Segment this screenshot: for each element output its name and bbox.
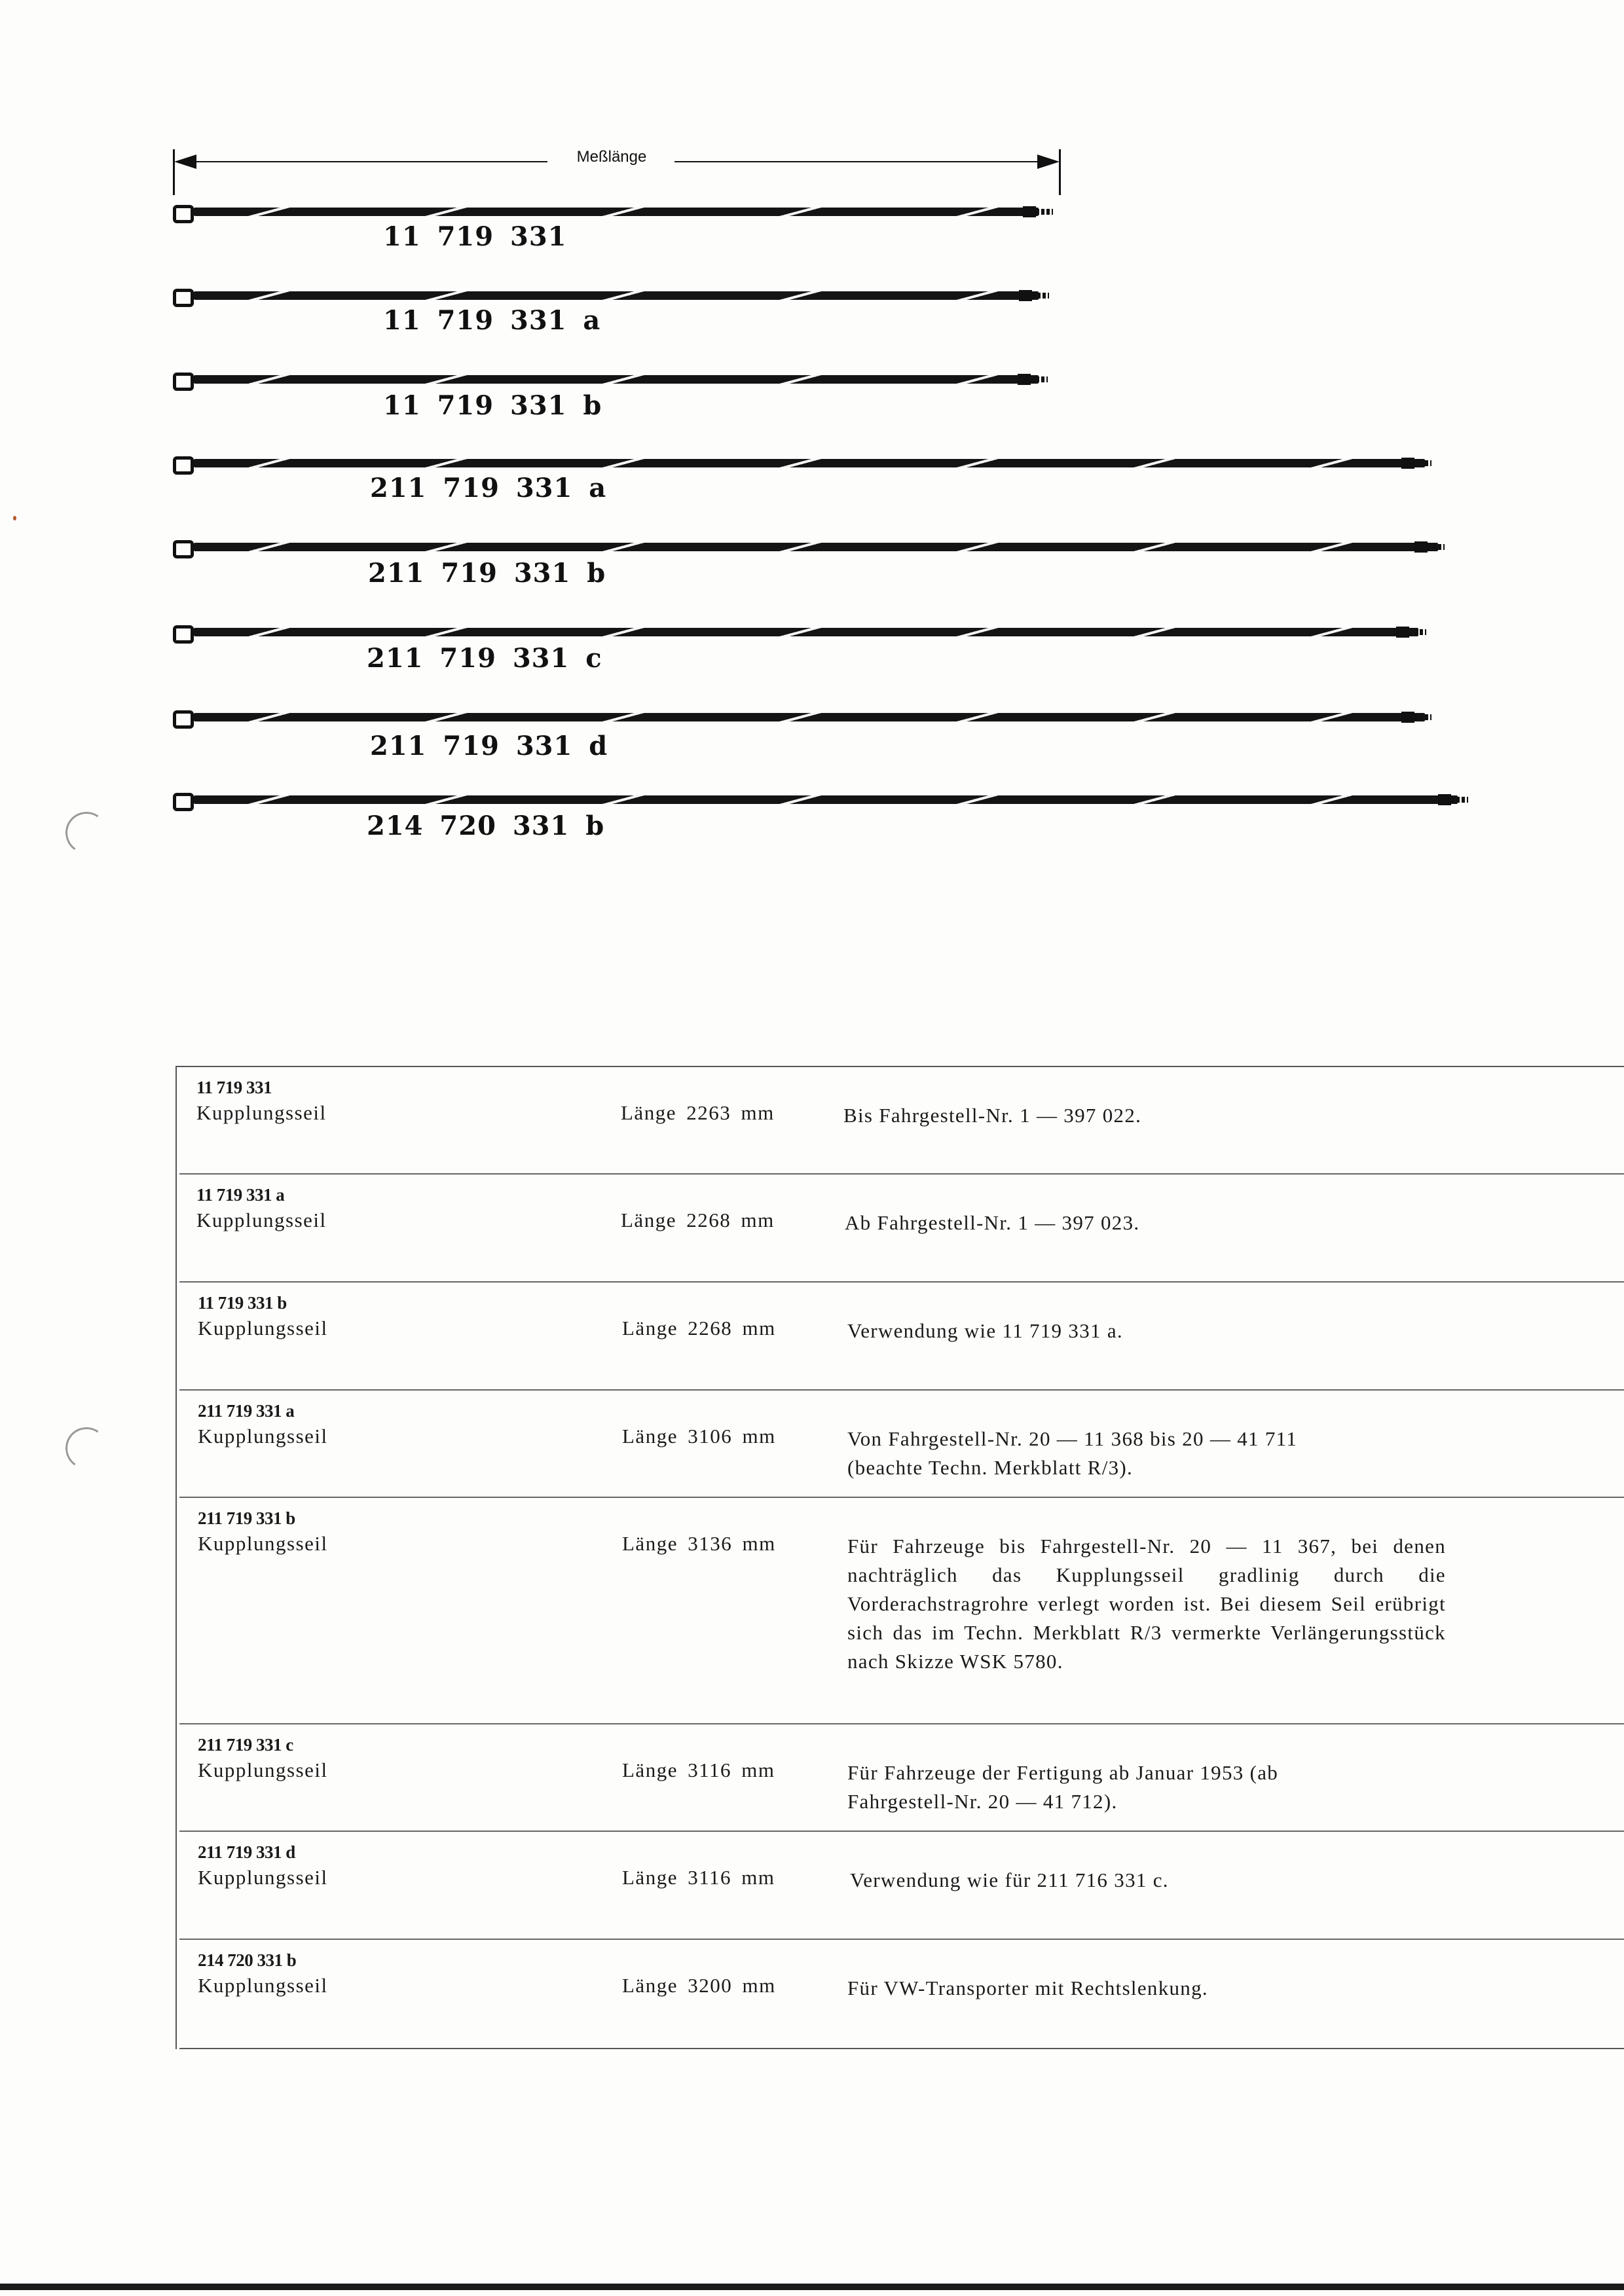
part-number: 11 719 331 [196,1078,272,1097]
part-description: Für Fahrzeuge bis Fahrgestell-Nr. 20 — 11 367, bei denen nachträglich das Kupplungsseil gradlinig durch die Vorderachstragrohre verlegt worden ist. Bei diesem Seil erübrigt sich das im Techn. Merkblatt R/3 vermerkte Verlängerungsstück nach Skizze WSK 5780. [847,1535,1446,1673]
cable-drawing [173,371,1063,390]
cable-eye [173,540,194,558]
part-name: Kupplungsseil [198,1425,328,1448]
table-row [175,1723,1624,1831]
cable-rope [194,208,1039,216]
table-border-bottom [179,2048,1624,2049]
cable-rope [194,291,1039,300]
part-length: Länge 3116 mm [622,1758,775,1781]
cable-tip [1428,544,1445,550]
scan-bottom-edge [0,2284,1624,2290]
table-row [175,1497,1624,1723]
cable-eye [173,710,194,729]
cable-eye [173,205,194,223]
part-length: Länge 2268 mm [621,1209,775,1231]
part-length: Länge 2263 mm [621,1101,775,1124]
part-length: Länge 3116 mm [622,1866,775,1889]
table-row [175,1173,1624,1281]
part-length: Länge 3106 mm [622,1425,776,1448]
cable-ferrule [1018,374,1031,385]
arrow-right-icon [1037,155,1060,169]
cable-eye [173,793,194,811]
table-row [175,1939,1624,2048]
cable-eye [173,456,194,475]
cable-eye [173,373,194,391]
part-description: Für Fahrzeuge der Fertigung ab Januar 1953 (ab Fahrgestell-Nr. 20 — 41 712). [847,1761,1279,1813]
part-name: Kupplungsseil [198,1758,328,1781]
part-name: Kupplungsseil [198,1317,328,1339]
part-name: Kupplungsseil [196,1101,327,1124]
part-number: 211 719 331 a [198,1401,295,1421]
part-number: 211 719 331 d [198,1842,295,1862]
cable-drawing [173,203,1063,223]
cable-ferrule [1438,794,1451,805]
cable-label: 11 719 331 b [383,390,602,421]
cable-ferrule [1401,458,1414,469]
table-row [175,1389,1624,1497]
cable-label: 211 719 331 d [370,731,608,761]
part-name: Kupplungsseil [198,1974,328,1997]
punch-hole-mark [62,1424,111,1472]
cable-ferrule [1396,627,1409,638]
cable-ferrule [1414,541,1428,553]
table-row [175,1831,1624,1939]
measure-line-right [674,161,1039,162]
cable-tip [1031,376,1048,382]
arrow-left-icon [174,155,196,169]
cable-drawing [173,538,1463,558]
cable-tip [1414,460,1431,466]
part-number: 11 719 331 a [196,1185,285,1205]
measure-line-left [194,161,547,162]
cable-drawing [173,623,1443,643]
cable-drawing [173,791,1483,811]
cable-ferrule [1019,290,1032,301]
cable-ferrule [1023,206,1036,217]
part-description: Verwendung wie 11 719 331 a. [847,1319,1123,1342]
cable-label: 214 720 331 b [367,811,605,841]
part-description: Verwendung wie für 211 716 331 c. [850,1868,1169,1891]
part-name: Kupplungsseil [198,1532,328,1555]
cable-eye [173,625,194,644]
cable-label: 211 719 331 b [368,558,606,589]
part-name: Kupplungsseil [196,1209,327,1231]
part-number: 211 719 331 b [198,1508,295,1528]
part-length: Länge 3200 mm [622,1974,776,1997]
cable-drawing [173,454,1450,474]
part-length: Länge 2268 mm [622,1317,776,1339]
cable-rope [194,795,1458,804]
cable-ferrule [1401,712,1414,723]
cable-label: 11 719 331 a [383,305,601,336]
part-description: Für VW-Transporter mit Rechtslenkung. [847,1977,1208,1999]
cable-tip [1036,209,1053,215]
part-description: Bis Fahrgestell-Nr. 1 — 397 022. [843,1104,1142,1127]
cable-tip [1409,629,1426,635]
cable-rope [194,375,1039,384]
cable-tip [1032,293,1049,299]
cable-tip [1451,797,1468,803]
part-length: Länge 3136 mm [622,1532,776,1555]
cable-label: 211 719 331 a [370,473,607,503]
cable-tip [1414,714,1431,720]
measure-label: Meßlänge [576,148,647,166]
table-row [175,1281,1624,1389]
cable-drawing [173,287,1063,306]
cable-label: 11 719 331 [383,221,567,252]
part-description: Ab Fahrgestell-Nr. 1 — 397 023. [845,1211,1140,1234]
cable-label: 211 719 331 c [367,643,602,674]
cable-rope [194,713,1425,721]
part-description: Von Fahrgestell-Nr. 20 — 11 368 bis 20 — 41 711 (beachte Techn. Merkblatt R/3). [847,1427,1298,1479]
part-number: 211 719 331 c [198,1735,293,1755]
part-name: Kupplungsseil [198,1866,328,1889]
punch-hole-mark [62,809,111,857]
paper-speck [13,516,16,520]
cable-drawing [173,708,1450,728]
part-number: 11 719 331 b [198,1293,287,1313]
part-number: 214 720 331 b [198,1950,297,1970]
table-row [175,1066,1624,1173]
cable-eye [173,289,194,307]
cable-rope [194,543,1438,551]
cable-rope [194,459,1425,467]
cable-rope [194,628,1418,636]
